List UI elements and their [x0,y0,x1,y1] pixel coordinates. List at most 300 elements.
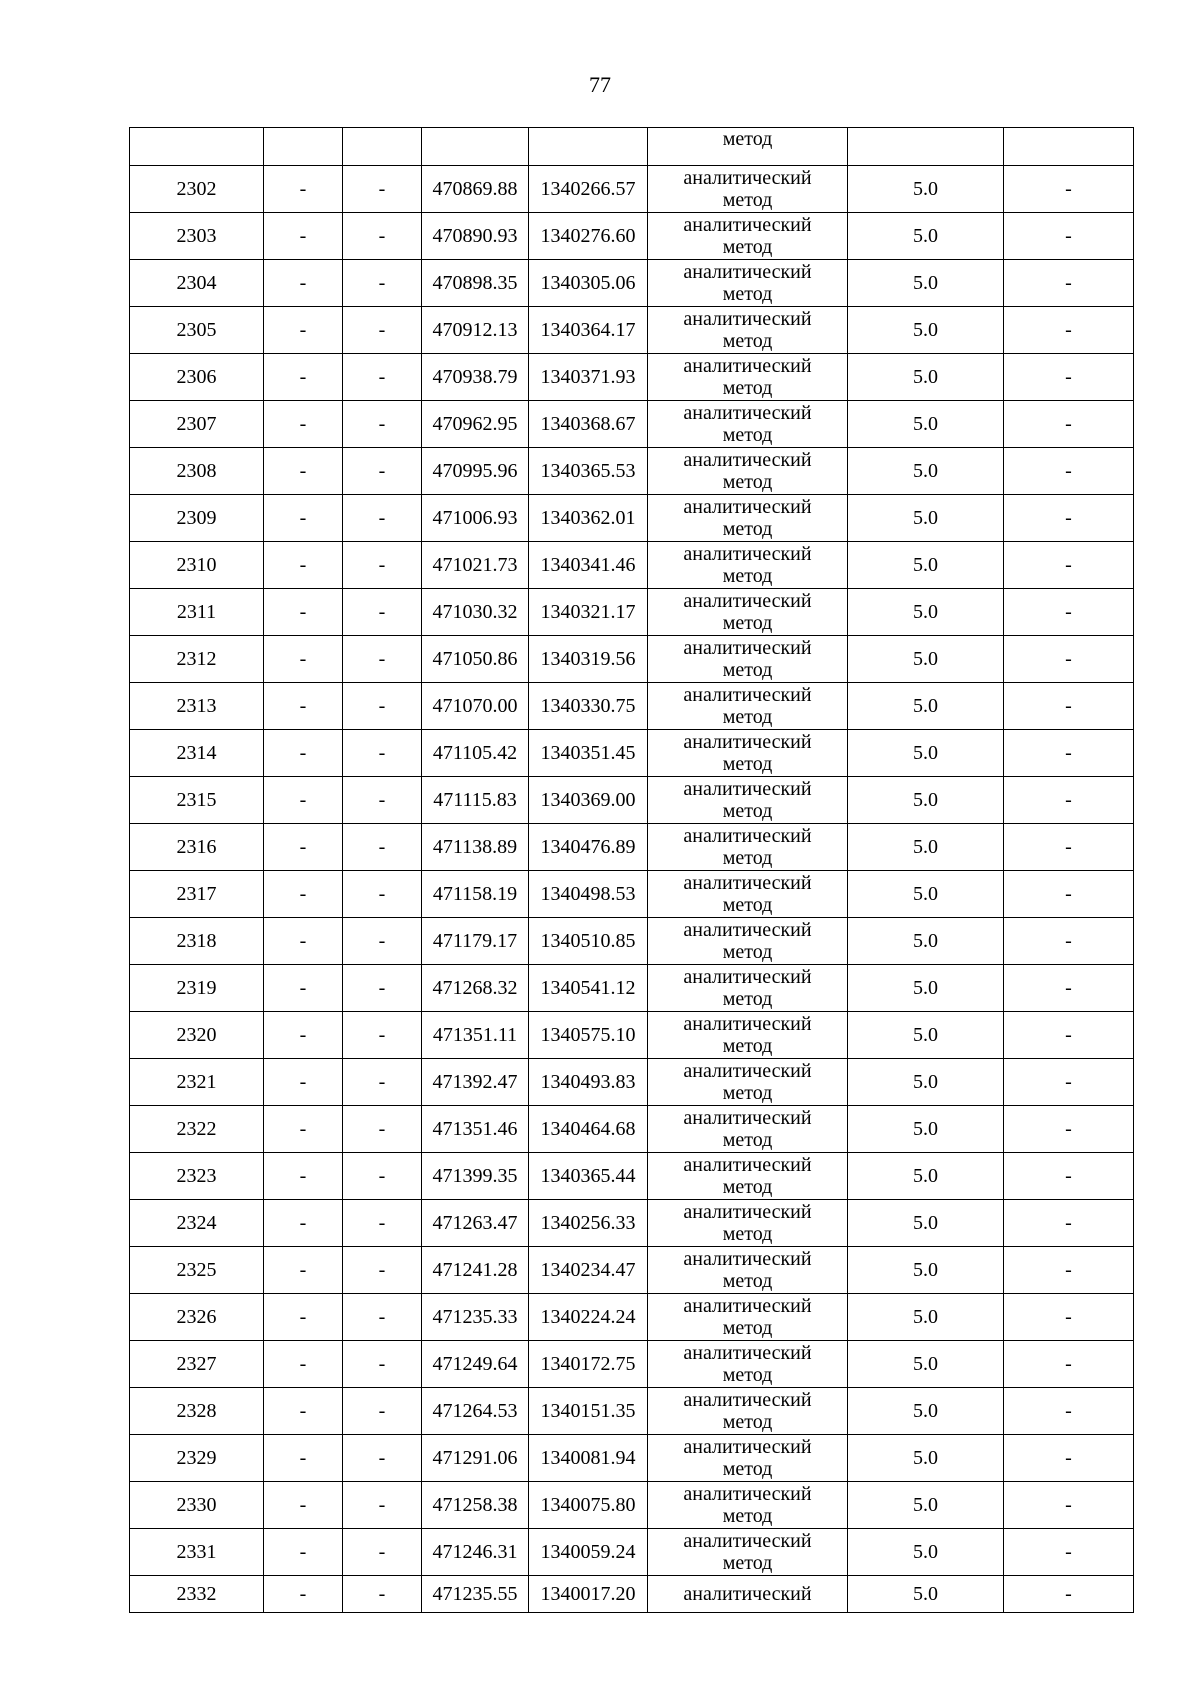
cell-y: 1340351.45 [529,730,648,777]
cell-col8: - [1004,1153,1134,1200]
method-line-2: метод [722,659,773,681]
method-line-2: метод [722,236,773,258]
cell-col3: - [343,213,422,260]
cell-col8: - [1004,401,1134,448]
method-line-2: метод [722,1364,773,1386]
cell-method [648,918,848,965]
cell-col8: - [1004,965,1134,1012]
cell-col3: - [343,1388,422,1435]
cell-method [648,1435,848,1482]
method-line-2: метод [722,1458,773,1480]
method-line-2: метод [722,377,773,399]
method-line-1: аналитический [683,1295,812,1317]
cell-x: 471115.83 [422,777,529,824]
cell-col3: - [343,1294,422,1341]
cell-col3: - [343,965,422,1012]
cell-col2: - [264,1435,343,1482]
cell-accuracy: 5.0 [848,918,1004,965]
method-line-1: аналитический [683,1013,812,1035]
table-row [130,307,1134,354]
cell-col3: - [343,918,422,965]
cell-id: 2319 [130,965,264,1012]
cell-col2: - [264,1012,343,1059]
cell-id: 2324 [130,1200,264,1247]
cell-accuracy: 5.0 [848,1294,1004,1341]
cell-x: 471263.47 [422,1200,529,1247]
table-row [130,1576,1134,1613]
cell-accuracy: 5.0 [848,965,1004,1012]
cell-y: 1340234.47 [529,1247,648,1294]
method-line-2: метод [722,330,773,352]
cell-col8: - [1004,1482,1134,1529]
cell-x: 471030.32 [422,589,529,636]
cell-col3: - [343,401,422,448]
cell-y: 1340510.85 [529,918,648,965]
cell-accuracy: 5.0 [848,1200,1004,1247]
method-line-1: аналитический [683,590,812,612]
cell-method [648,307,848,354]
cell-x: 470995.96 [422,448,529,495]
table-row [130,730,1134,777]
cell-col2: - [264,918,343,965]
table-row [130,965,1134,1012]
cell-method [648,1294,848,1341]
method-line-1: аналитический [683,543,812,565]
cell-col8: - [1004,1106,1134,1153]
table-row [130,824,1134,871]
cell-col8: - [1004,542,1134,589]
cell-id: 2305 [130,307,264,354]
cell-method [648,448,848,495]
cell-id: 2321 [130,1059,264,1106]
cell-col3: - [343,1341,422,1388]
cell-col3: - [343,871,422,918]
cell-method [648,730,848,777]
method-line-1: аналитический [683,1483,812,1505]
cell-accuracy: 5.0 [848,1529,1004,1576]
table-row [130,777,1134,824]
cell-id: 2318 [130,918,264,965]
cell-accuracy: 5.0 [848,683,1004,730]
cell-col8 [1004,128,1134,166]
method-line-1: аналитический [683,214,812,236]
table-row [130,1482,1134,1529]
method-line-2: метод [722,471,773,493]
cell-col3: - [343,1576,422,1613]
cell-col2: - [264,1388,343,1435]
cell-col2: - [264,307,343,354]
cell-col3: - [343,1059,422,1106]
cell-x: 471392.47 [422,1059,529,1106]
cell-col8: - [1004,1294,1134,1341]
cell-id: 2306 [130,354,264,401]
method-line-1: аналитический [683,449,812,471]
cell-method [648,354,848,401]
cell-y: 1340498.53 [529,871,648,918]
page-number: 77 [589,72,611,97]
cell-method [648,1388,848,1435]
cell-id: 2315 [130,777,264,824]
table-row [130,1247,1134,1294]
cell-col2: - [264,1341,343,1388]
cell-col2: - [264,777,343,824]
cell-y: 1340330.75 [529,683,648,730]
cell-x: 471006.93 [422,495,529,542]
table-row [130,213,1134,260]
method-line-2: метод [722,1176,773,1198]
cell-method [648,542,848,589]
cell-y: 1340256.33 [529,1200,648,1247]
method-line-1: аналитический [683,872,812,894]
cell-col2: - [264,1247,343,1294]
table-row [130,354,1134,401]
table-row [130,683,1134,730]
continued-row [130,128,1134,166]
method-line-2: метод [722,988,773,1010]
cell-x: 471158.19 [422,871,529,918]
cell-id: 2327 [130,1341,264,1388]
cell-accuracy: 5.0 [848,213,1004,260]
cell-col3: - [343,1247,422,1294]
method-line-1: аналитический [683,1342,812,1364]
cell-id: 2311 [130,589,264,636]
cell-accuracy: 5.0 [848,448,1004,495]
method-line-2: метод [722,1129,773,1151]
cell-method [648,777,848,824]
cell-col3: - [343,683,422,730]
cell-accuracy: 5.0 [848,777,1004,824]
cell-id: 2316 [130,824,264,871]
cell-col3: - [343,260,422,307]
cell-col3: - [343,1106,422,1153]
cell-id: 2308 [130,448,264,495]
cell-accuracy: 5.0 [848,1012,1004,1059]
table-row [130,636,1134,683]
cell-col8: - [1004,777,1134,824]
method-line-1: аналитический [683,261,812,283]
cell-id: 2325 [130,1247,264,1294]
table-row [130,1059,1134,1106]
cell-method [648,128,848,166]
method-line-1: аналитический [683,496,812,518]
table-row [130,1388,1134,1435]
cell-y: 1340541.12 [529,965,648,1012]
cell-id: 2303 [130,213,264,260]
method-line-1: аналитический [683,1107,812,1129]
cell-col3: - [343,354,422,401]
cell-method [648,871,848,918]
cell-accuracy: 5.0 [848,401,1004,448]
cell-col3: - [343,495,422,542]
table-row [130,1012,1134,1059]
method-line-2: метод [722,941,773,963]
cell-accuracy [848,128,1004,166]
cell-x: 471179.17 [422,918,529,965]
cell-col8: - [1004,260,1134,307]
cell-id: 2330 [130,1482,264,1529]
cell-col3 [343,128,422,166]
cell-method [648,1576,848,1613]
cell-col2: - [264,1106,343,1153]
table-row [130,1153,1134,1200]
cell-method [648,1106,848,1153]
cell-col3: - [343,636,422,683]
cell-id: 2320 [130,1012,264,1059]
cell-x: 471241.28 [422,1247,529,1294]
method-line-2: метод [722,1411,773,1433]
cell-accuracy: 5.0 [848,542,1004,589]
cell-y: 1340476.89 [529,824,648,871]
cell-accuracy: 5.0 [848,1153,1004,1200]
method-line-1: аналитический [683,966,812,988]
cell-id: 2314 [130,730,264,777]
method-line-2: метод [722,706,773,728]
cell-y: 1340365.44 [529,1153,648,1200]
cell-col2: - [264,495,343,542]
cell-id: 2326 [130,1294,264,1341]
cell-x: 471070.00 [422,683,529,730]
cell-accuracy: 5.0 [848,1106,1004,1153]
method-line-1: аналитический [683,1248,812,1270]
cell-y: 1340371.93 [529,354,648,401]
cell-accuracy: 5.0 [848,824,1004,871]
method-line-1: аналитический [683,167,812,189]
method-line-1: аналитический [683,1389,812,1411]
method-line-2: метод [722,1270,773,1292]
table-row [130,1529,1134,1576]
cell-method [648,260,848,307]
cell-accuracy: 5.0 [848,1247,1004,1294]
method-line-1: аналитический [683,778,812,800]
method-line-1: аналитический [683,308,812,330]
cell-col2: - [264,448,343,495]
cell-col8: - [1004,354,1134,401]
cell-y: 1340368.67 [529,401,648,448]
method-line-1: аналитический [683,731,812,753]
cell-y: 1340224.24 [529,1294,648,1341]
cell-col2: - [264,401,343,448]
cell-method [648,1482,848,1529]
cell-id: 2322 [130,1106,264,1153]
cell-x: 471235.55 [422,1576,529,1613]
cell-y: 1340081.94 [529,1435,648,1482]
cell-y: 1340362.01 [529,495,648,542]
cell-col8: - [1004,1435,1134,1482]
cell-col8: - [1004,1200,1134,1247]
method-line-1: аналитический [683,1154,812,1176]
cell-col2: - [264,636,343,683]
cell-col2: - [264,824,343,871]
table-row [130,1435,1134,1482]
cell-accuracy: 5.0 [848,1059,1004,1106]
cell-accuracy: 5.0 [848,307,1004,354]
cell-col3: - [343,307,422,354]
cell-col2: - [264,1059,343,1106]
cell-accuracy: 5.0 [848,166,1004,213]
cell-id: 2313 [130,683,264,730]
cell-col8: - [1004,166,1134,213]
cell-col2: - [264,1294,343,1341]
cell-x: 471105.42 [422,730,529,777]
cell-method [648,965,848,1012]
cell-x: 471351.46 [422,1106,529,1153]
cell-id: 2329 [130,1435,264,1482]
cell-col3: - [343,1200,422,1247]
table-row [130,166,1134,213]
cell-y: 1340464.68 [529,1106,648,1153]
cell-col2: - [264,1153,343,1200]
cell-col3: - [343,1153,422,1200]
cell-x [422,128,529,166]
cell-col3: - [343,1435,422,1482]
cell-id: 2310 [130,542,264,589]
cell-id: 2332 [130,1576,264,1613]
cell-y: 1340017.20 [529,1576,648,1613]
cell-accuracy: 5.0 [848,354,1004,401]
method-line-2: метод [722,1223,773,1245]
cell-y: 1340575.10 [529,1012,648,1059]
cell-x: 470898.35 [422,260,529,307]
method-line-1: аналитический [683,1583,812,1605]
table-row [130,260,1134,307]
cell-id: 2331 [130,1529,264,1576]
cell-x: 471246.31 [422,1529,529,1576]
cell-col8: - [1004,1576,1134,1613]
cell-x: 471021.73 [422,542,529,589]
cell-x: 471050.86 [422,636,529,683]
cell-col2: - [264,1576,343,1613]
table-row [130,1106,1134,1153]
cell-method [648,683,848,730]
cell-x: 470890.93 [422,213,529,260]
cell-col2: - [264,965,343,1012]
method-tail: метод [722,128,773,150]
cell-col2: - [264,213,343,260]
cell-accuracy: 5.0 [848,871,1004,918]
method-line-2: метод [722,1552,773,1574]
method-line-2: метод [722,565,773,587]
method-line-2: метод [722,189,773,211]
cell-col3: - [343,1529,422,1576]
method-line-2: метод [722,800,773,822]
method-line-2: метод [722,424,773,446]
cell-y [529,128,648,166]
method-line-2: метод [722,283,773,305]
cell-y: 1340319.56 [529,636,648,683]
cell-col3: - [343,777,422,824]
cell-col3: - [343,1012,422,1059]
cell-method [648,213,848,260]
cell-method [648,1012,848,1059]
cell-col8: - [1004,1529,1134,1576]
cell-y: 1340276.60 [529,213,648,260]
method-line-1: аналитический [683,1060,812,1082]
cell-col2: - [264,1529,343,1576]
cell-x: 471258.38 [422,1482,529,1529]
cell-method [648,401,848,448]
cell-method [648,166,848,213]
cell-accuracy: 5.0 [848,1388,1004,1435]
cell-x: 470962.95 [422,401,529,448]
cell-method [648,589,848,636]
cell-y: 1340305.06 [529,260,648,307]
cell-id: 2307 [130,401,264,448]
coordinates-table [129,127,1134,1613]
cell-col8: - [1004,871,1134,918]
cell-col3: - [343,542,422,589]
cell-col8: - [1004,1341,1134,1388]
cell-col3: - [343,589,422,636]
cell-col2: - [264,354,343,401]
cell-id: 2323 [130,1153,264,1200]
cell-accuracy: 5.0 [848,260,1004,307]
cell-col3: - [343,166,422,213]
cell-x: 471268.32 [422,965,529,1012]
cell-col8: - [1004,636,1134,683]
cell-x: 471351.11 [422,1012,529,1059]
cell-accuracy: 5.0 [848,589,1004,636]
method-line-2: метод [722,1505,773,1527]
table-row [130,542,1134,589]
cell-accuracy: 5.0 [848,1482,1004,1529]
cell-y: 1340493.83 [529,1059,648,1106]
cell-method [648,1341,848,1388]
cell-y: 1340365.53 [529,448,648,495]
cell-col8: - [1004,448,1134,495]
cell-accuracy: 5.0 [848,730,1004,777]
table-row [130,448,1134,495]
cell-method [648,824,848,871]
table-row [130,401,1134,448]
cell-method [648,1247,848,1294]
cell-col3: - [343,824,422,871]
cell-x: 471264.53 [422,1388,529,1435]
cell-col3: - [343,730,422,777]
cell-accuracy: 5.0 [848,1341,1004,1388]
cell-x: 470938.79 [422,354,529,401]
cell-method [648,1059,848,1106]
method-line-2: метод [722,1317,773,1339]
cell-id: 2304 [130,260,264,307]
cell-col2: - [264,260,343,307]
cell-col2: - [264,589,343,636]
cell-col8: - [1004,589,1134,636]
method-line-2: метод [722,1035,773,1057]
table-body [130,128,1134,1613]
cell-accuracy: 5.0 [848,1576,1004,1613]
cell-col2 [264,128,343,166]
cell-x: 471399.35 [422,1153,529,1200]
cell-y: 1340075.80 [529,1482,648,1529]
cell-id: 2328 [130,1388,264,1435]
cell-id [130,128,264,166]
cell-col2: - [264,683,343,730]
cell-col8: - [1004,495,1134,542]
method-line-1: аналитический [683,1201,812,1223]
cell-col2: - [264,1482,343,1529]
cell-col8: - [1004,824,1134,871]
cell-x: 471138.89 [422,824,529,871]
table-row [130,1341,1134,1388]
cell-col8: - [1004,1012,1134,1059]
cell-col2: - [264,166,343,213]
cell-method [648,495,848,542]
cell-x: 471291.06 [422,1435,529,1482]
cell-id: 2317 [130,871,264,918]
cell-id: 2309 [130,495,264,542]
cell-y: 1340151.35 [529,1388,648,1435]
cell-col8: - [1004,1388,1134,1435]
